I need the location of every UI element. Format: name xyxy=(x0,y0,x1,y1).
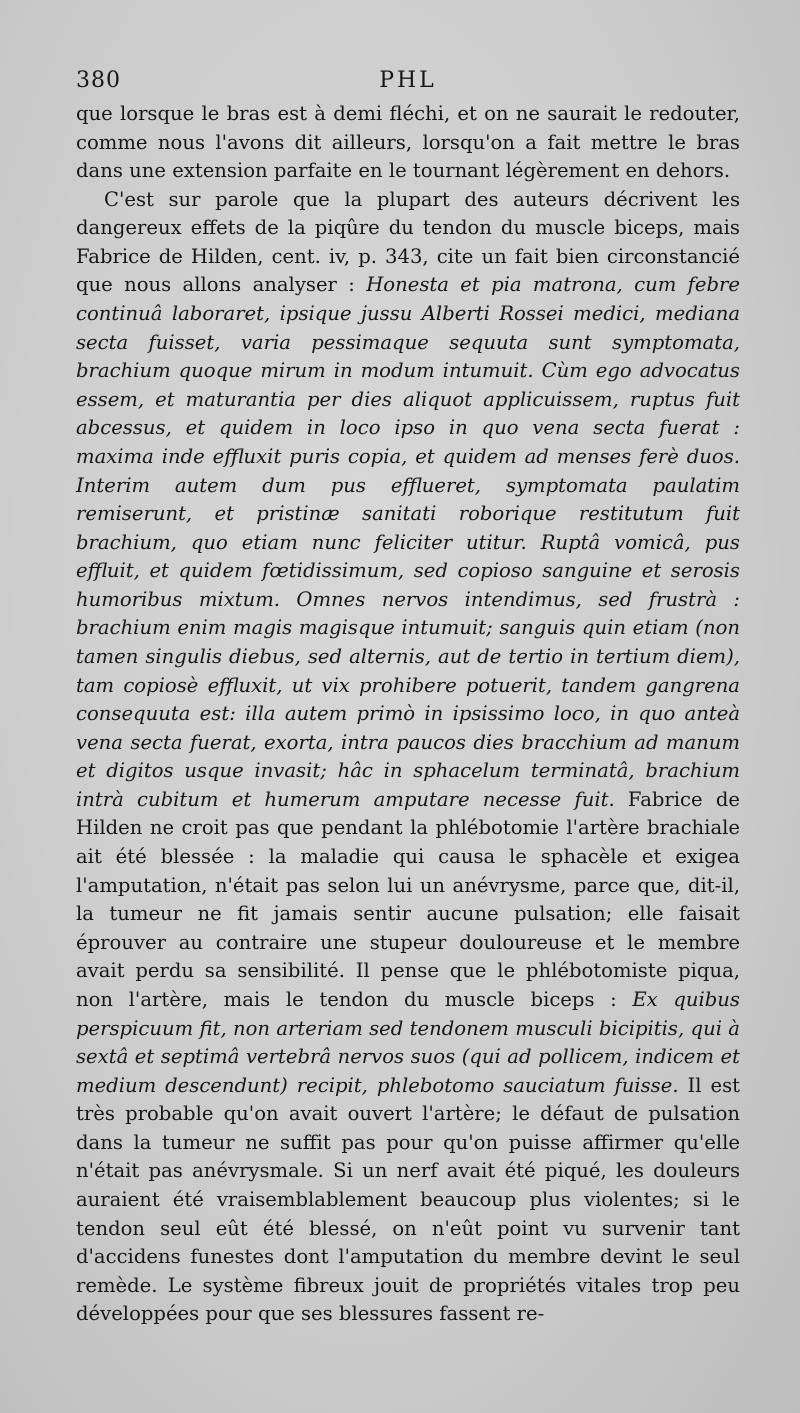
page-number: 380 xyxy=(76,68,121,93)
body-text xyxy=(76,100,740,1329)
running-title: PHL xyxy=(379,68,437,93)
paragraph-1: que lorsque le bras est à demi fléchi, et on ne saurait le redouter, comme nous l'avons dit ailleurs, lorsqu'on a fait mettre le bras dans une extension parfaite en le tournant légèrement en dehors. xyxy=(76,102,740,183)
paragraph-2-end: Il est très probable qu'on avait ouvert l'artère; le défaut de pulsation dans la tumeur ne suffit pas pour qu'on puisse affirmer qu'elle n'était pas anévrysmale. Si un nerf avait été piqué, les douleurs auraient été vraisemblablement beaucoup plus violentes; si le tendon seul eût été blessé, on n'eût point vu survenir tant d'accidens funestes dont l'amputation du membre devint le seul remède. Le système fibreux jouit de propriétés vitales trop peu développées pour que ses blessures fassent re- xyxy=(76,1073,740,1326)
latin-quote-1: Honesta et pia matrona, cum febre continuâ laboraret, ipsique jussu Alberti Rossei medici, mediana secta fuisset, varia pessimaque sequuta sunt symptomata, brachium quoque mirum in modum intumuit. Cùm ego advocatus essem, et maturantia per dies aliquot applicuissem, ruptus fuit abcessus, et quidem in loco ipso in quo vena secta fuerat : maxima inde effluxit puris copia, et quidem ad menses ferè duos. Interim autem dum pus efflueret, symptomata paulatim remiserunt, et pristinæ sanitati roborique restitutum fuit brachium, quo etiam nunc feliciter utitur. Ruptâ vomicâ, pus effluit, et quidem fœtidissimum, sed copioso sanguine et serosis humoribus mixtum. Omnes nervos intendimus, sed frustrà : brachium enim magis magisque intumuit; sanguis quin etiam (non tamen singulis diebus, sed alternis, aut de tertio in tertium diem), tam copiosè effluxit, ut vix prohibere potuerit, tandem gangrena consequuta est: illa autem primò in ipsissimo loco, in quo anteà vena secta fuerat, exorta, intra paucos dies bracchium ad manum et digitos usque invasit; hâc in sphacelum terminatâ, brachium intrà cubitum et humerum amputare necesse fuit. xyxy=(76,273,740,811)
page-header xyxy=(76,68,740,98)
paragraph-2 xyxy=(76,186,740,1329)
paragraph-2-intro: C'est sur parole que la plupart des auteurs décrivent les dangereux effets de la piqûre du tendon du muscle biceps, mais Fabrice de Hilden, cent. iv, p. 343, cite un fait bien circonstancié que nous allons analyser : xyxy=(76,187,740,297)
latin-quote-2: Ex quibus perspicuum fit, non arteriam sed tendonem musculi bicipitis, qui à sextâ et septimâ vertebrâ nervos suos (qui ad pollicem, indicem et medium descendunt) recipit, phlebotomo sauciatum fuisse. xyxy=(76,987,740,1097)
paragraph-2-middle: Fabrice de Hilden ne croit pas que pendant la phlébotomie l'artère brachiale ait été blessée : la maladie qui causa le sphacèle et exigea l'amputation, n'était pas selon lui un anévrysme, parce que, dit-il, la tumeur ne fit jamais sentir aucune pulsation; elle faisait éprouver au contraire une stupeur douloureuse et le membre avait perdu sa sensibilité. Il pense que le phlébotomiste piqua, non l'artère, mais le tendon du muscle biceps : xyxy=(76,787,740,1011)
